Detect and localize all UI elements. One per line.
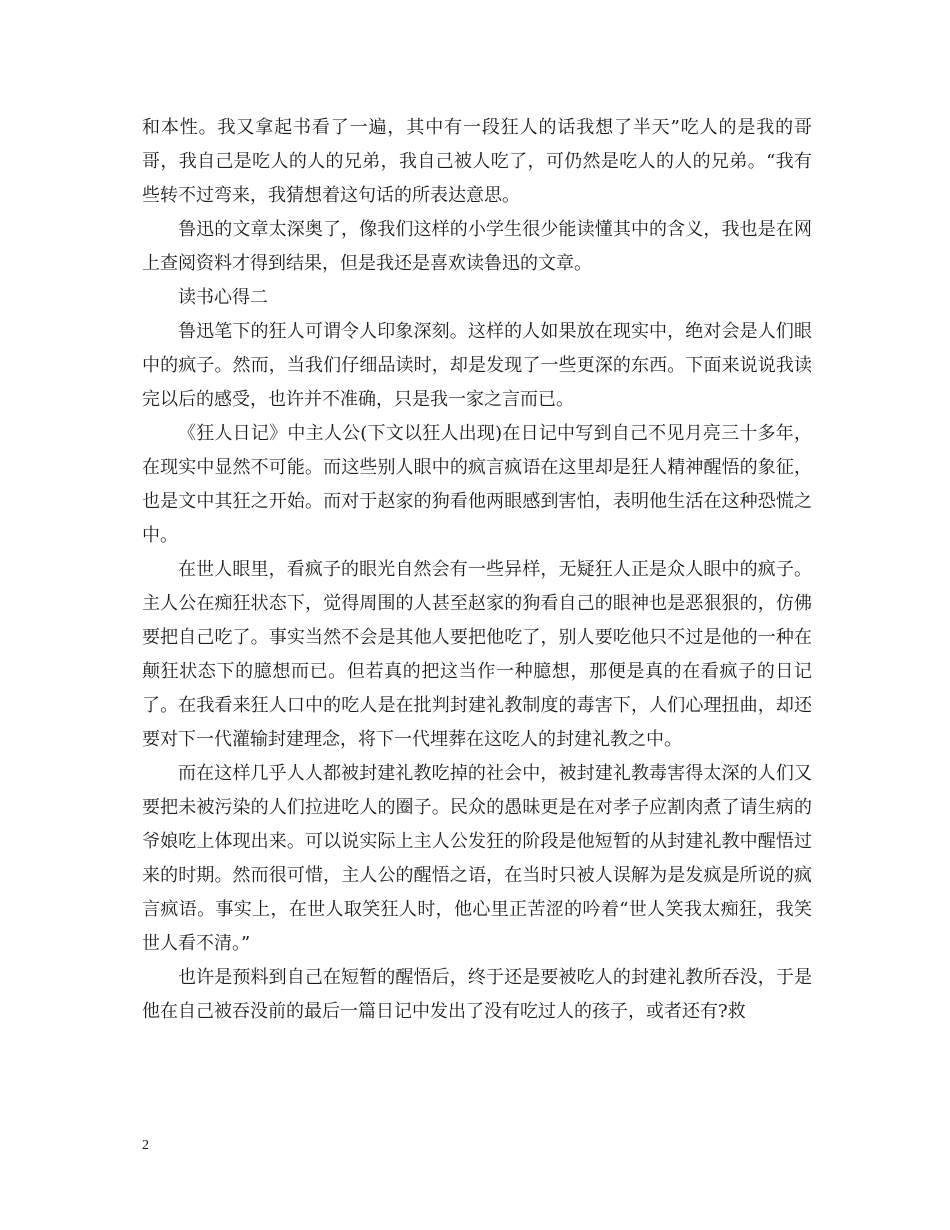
paragraph-1: 和本性。我又拿起书看了一遍，其中有一段狂人的话我想了半天”吃人的是我的哥哥，我自己是吃人的人的兄弟，我自己被人吃了，可仍然是吃人的人的兄弟。“我有些转不过弯来，我猜想着这句话的所表达意思。 xyxy=(142,117,812,206)
document-body xyxy=(142,111,812,1029)
page-number: 2 xyxy=(142,1138,149,1153)
paragraph-3: 鲁迅笔下的狂人可谓令人印象深刻。这样的人如果放在现实中，绝对会是人们眼中的疯子。然而，当我们仔细品读时，却是发现了一些更深的东西。下面来说说我读完以后的感受，也许并不准确，只是我一家之言而已。 xyxy=(142,321,812,410)
paragraph-2: 鲁迅的文章太深奥了，像我们这样的小学生很少能读懂其中的含义，我也是在网上查阅资料才得到结果，但是我还是喜欢读鲁迅的文章。 xyxy=(142,219,812,274)
paragraph-6: 而在这样几乎人人都被封建礼教吃掉的社会中，被封建礼教毒害得太深的人们又要把未被污染的人们拉进吃人的圈子。民众的愚昧更是在对孝子应割肉煮了请生病的爷娘吃上体现出来。可以说实际上主人公发狂的阶段是他短暂的从封建礼教中醒悟过来的时期。然而很可惜，主人公的醒悟之语，在当时只被人误解为是发疯是所说的疯言疯语。事实上，在世人取笑狂人时，他心里正苦涩的吟着“世人笑我太痴狂，我笑世人看不清。” xyxy=(142,763,812,954)
paragraph-7: 也许是预料到自己在短暂的醒悟后，终于还是要被吃人的封建礼教所吞没，于是他在自己被吞没前的最后一篇日记中发出了没有吃过人的孩子，或者还有?救 xyxy=(142,967,812,1022)
paragraph-4: 《狂人日记》中主人公(下文以狂人出现)在日记中写到自己不见月亮三十多年，在现实中显然不可能。而这些别人眼中的疯言疯语在这里却是狂人精神醒悟的象征，也是文中其狂之开始。而对于赵家的狗看他两眼感到害怕，表明他生活在这种恐慌之中。 xyxy=(142,423,812,546)
paragraph-5: 在世人眼里，看疯子的眼光自然会有一些异样，无疑狂人正是众人眼中的疯子。主人公在痴狂状态下，觉得周围的人甚至赵家的狗看自己的眼神也是恶狠狠的，仿佛要把自己吃了。事实当然不会是其他人要把他吃了，别人要吃他只不过是他的一种在颠狂状态下的臆想而已。但若真的把这当作一种臆想，那便是真的在看疯子的日记了。在我看来狂人口中的吃人是在批判封建礼教制度的毒害下，人们心理扭曲，却还要对下一代灌输封建理念，将下一代埋葬在这吃人的封建礼教之中。 xyxy=(142,559,812,750)
section-heading: 读书心得二 xyxy=(178,287,268,308)
